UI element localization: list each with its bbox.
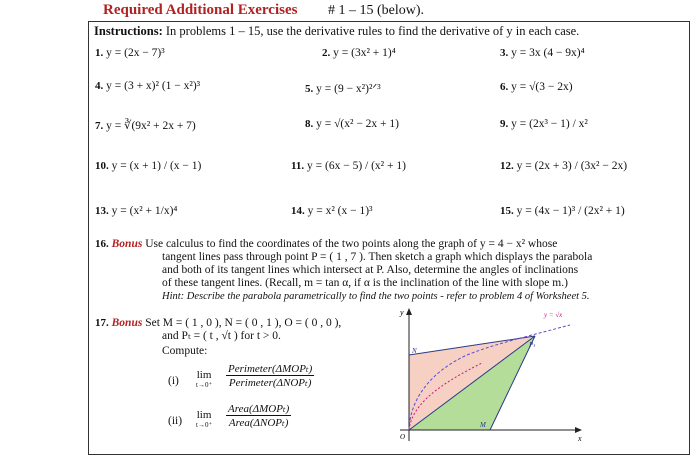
part-ii-fraction: Area(ΔMOPₜ) Area(ΔNOPₜ) — [228, 403, 290, 429]
problem-17-compute: Compute: — [162, 345, 208, 357]
problem-11: 11. y = (6x − 5) / (x² + 1) — [291, 160, 406, 172]
problem-16-line1: 16. Bonus Use calculus to find the coordinates of the two points along the graph of y = 4 − x² whose — [95, 238, 558, 250]
problem-6: 6. y = √(3 − 2x) — [500, 81, 573, 93]
problem-16-hint: Hint: Describe the parabola parametrically to find the two points - refer to problem 4 of Worksheet 5. — [162, 291, 590, 302]
instructions — [94, 24, 579, 39]
bonus-17-label: Bonus — [111, 317, 143, 329]
part-i-fraction: Perimeter(ΔMOPₜ) Perimeter(ΔNOPₜ) — [228, 363, 313, 389]
problem-10: 10. y = (x + 1) / (x − 1) — [95, 160, 202, 172]
label-O: O — [400, 433, 406, 441]
problem-16-line4: of these tangent lines. (Recall, m = tan α, if α is the inclination of the line with slope m.) — [162, 277, 568, 289]
problem-17-line2: and Pₜ = ( t , √t ) for t > 0. — [162, 330, 281, 342]
label-P: Pₜ — [529, 341, 536, 349]
page-subtitle: # 1 – 15 (below). — [328, 3, 425, 18]
bonus-16-label: Bonus — [111, 238, 143, 250]
x-axis-label: x — [578, 434, 582, 443]
problem-1: 1. y = (2x − 7)³ — [95, 47, 165, 59]
part-i-lim: lim t→0⁺ — [196, 369, 213, 389]
part-i-label: (i) — [168, 375, 179, 387]
triangle-graph — [392, 303, 590, 453]
y-axis-label: y — [400, 308, 404, 317]
problem-16-line2: tangent lines pass through point P = ( 1 , 7 ). Then sketch a graph which displays the parabola — [162, 251, 593, 263]
problem-13: 13. y = (x² + 1/x)⁴ — [95, 205, 178, 217]
problem-12: 12. y = (2x + 3) / (3x² − 2x) — [500, 160, 628, 172]
label-M: M — [480, 421, 486, 429]
problem-4: 4. y = (3 + x)² (1 − x²)³ — [95, 80, 201, 92]
problem-8: 8. y = √(x² − 2x + 1) — [305, 118, 400, 130]
x-axis-arrow — [575, 427, 582, 433]
problem-17-line1: 17. Bonus Set M = ( 1 , 0 ), N = ( 0 , 1 ), O = ( 0 , 0 ), — [95, 317, 342, 329]
instructions-label: Instructions: — [94, 24, 163, 38]
y-axis-arrow — [406, 308, 412, 315]
part-ii-label: (ii) — [168, 415, 183, 427]
problem-5: 5. y = (9 − x²)²ᐟ³ — [305, 83, 381, 95]
curve-label: y = √x — [544, 311, 563, 319]
instructions-text: In problems 1 – 15, use the derivative rules to find the derivative of y in each case. — [165, 24, 580, 38]
label-N: N — [412, 347, 417, 355]
problem-7: 7. y = ∛(9x² + 2x + 7) — [95, 120, 196, 132]
problem-2: 2. y = (3x² + 1)⁴ — [322, 47, 396, 59]
problem-15: 15. y = (4x − 1)³ / (2x² + 1) — [500, 205, 625, 217]
problem-14: 14. y = x² (x − 1)³ — [291, 205, 373, 217]
page-title: Required Additional Exercises — [103, 2, 298, 18]
problem-9: 9. y = (2x³ − 1) / x² — [500, 118, 588, 130]
problem-3: 3. y = 3x (4 − 9x)⁴ — [500, 47, 585, 59]
part-ii-lim: lim t→0⁺ — [196, 409, 213, 429]
problem-16-line3: and both of its tangent lines which intersect at P. Also, determine the angles of inclinations — [162, 264, 579, 276]
